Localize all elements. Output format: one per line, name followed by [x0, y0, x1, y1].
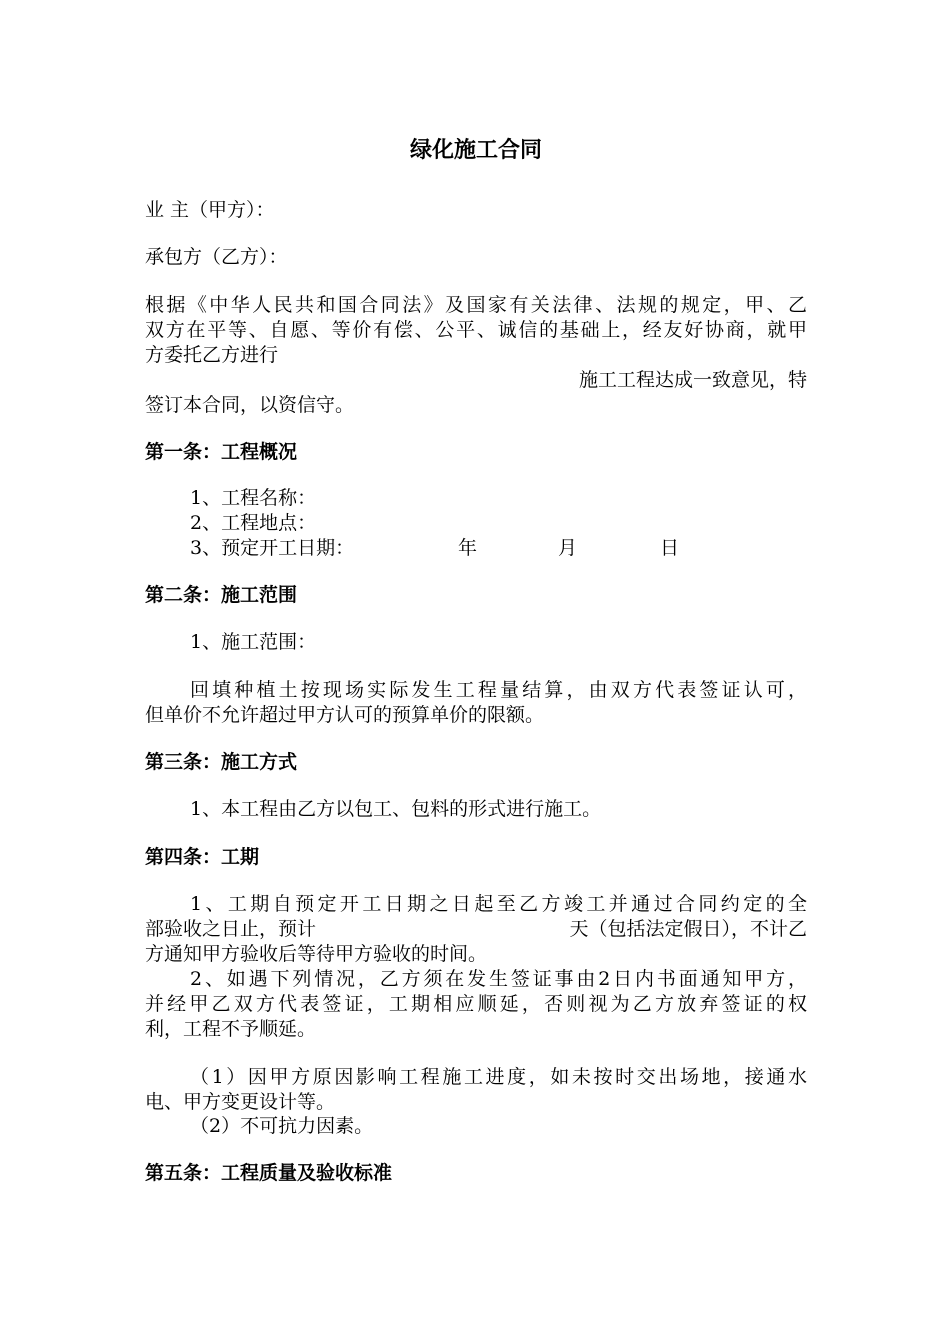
- article4-line: 部验收之日止，预计: [145, 918, 317, 940]
- intro-line: 签订本合同，以资信守。: [145, 394, 355, 416]
- project-location-label: 2、工程地点：: [190, 512, 317, 534]
- article3-item: 1、本工程由乙方以包工、包料的形式进行施工。: [190, 798, 602, 820]
- project-name-label: 1、工程名称：: [190, 487, 317, 509]
- construction-scope-label: 1、施工范围：: [190, 631, 317, 653]
- party-a-label: 业 主（甲方）：: [145, 199, 275, 221]
- day-label: 日: [660, 537, 680, 559]
- article4-line: 1、工期自预定开工日期之日起至乙方竣工并通过合同约定的全: [190, 893, 807, 915]
- article4-line: （1）因甲方原因影响工程施工进度，如未按时交出场地，接通水: [190, 1066, 807, 1088]
- year-label: 年: [458, 537, 478, 559]
- intro-line: 根据《中华人民共和国合同法》及国家有关法律、法规的规定，甲、乙: [145, 294, 807, 316]
- article5-heading: 第五条：工程质量及验收标准: [145, 1162, 393, 1184]
- article2-line: 但单价不允许超过甲方认可的预算单价的限额。: [145, 704, 545, 726]
- month-label: 月: [558, 537, 578, 559]
- start-date-row: [190, 536, 710, 560]
- article1-heading: 第一条：工程概况: [145, 441, 298, 463]
- intro-line: 双方在平等、自愿、等价有偿、公平、诚信的基础上，经友好协商，就甲: [145, 319, 807, 341]
- page-title: 绿化施工合同: [409, 137, 542, 163]
- article2-line: 回填种植土按现场实际发生工程量结算，由双方代表签证认可，: [190, 679, 807, 701]
- intro-line: 方委托乙方进行: [145, 344, 279, 366]
- contract-page: [145, 0, 807, 1344]
- article4-line: 2、如遇下列情况，乙方须在发生签证事由2日内书面通知甲方，: [190, 968, 807, 990]
- intro-line: 施工工程达成一致意见，特: [578, 369, 807, 391]
- article3-heading: 第三条：施工方式: [145, 751, 298, 773]
- article4-line: 利，工程不予顺延。: [145, 1018, 317, 1040]
- article4-line: 并经甲乙双方代表签证，工期相应顺延，否则视为乙方放弃签证的权: [145, 993, 807, 1015]
- article4-heading: 第四条：工期: [145, 846, 260, 868]
- article4-line: 天（包括法定假日），不计乙: [569, 918, 807, 940]
- party-b-label: 承包方（乙方）：: [145, 246, 288, 268]
- article4-line: 电、甲方变更设计等。: [145, 1091, 336, 1113]
- article2-heading: 第二条：施工范围: [145, 584, 298, 606]
- article4-line: 方通知甲方验收后等待甲方验收的时间。: [145, 943, 488, 965]
- article4-clause-2: （2）不可抗力因素。: [190, 1115, 374, 1137]
- start-date-label: 3、预定开工日期：: [190, 537, 355, 559]
